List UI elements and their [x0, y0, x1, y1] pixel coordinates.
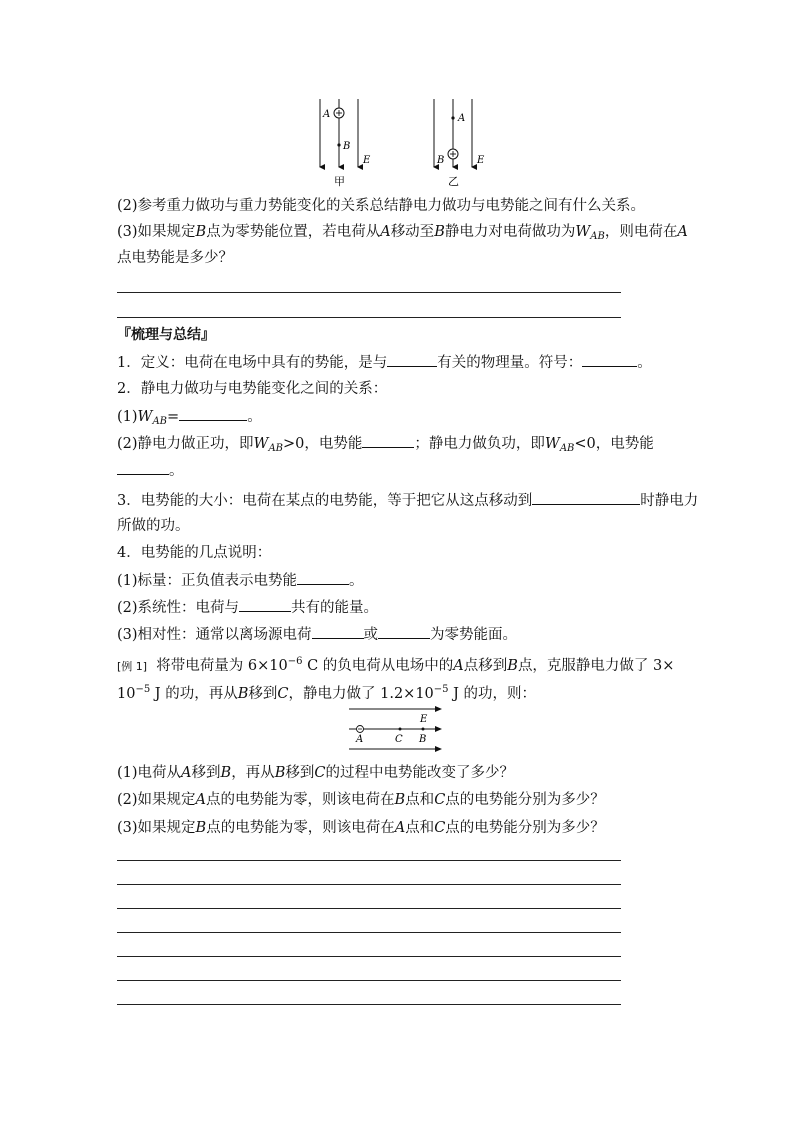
fill-blank[interactable]: [117, 460, 169, 475]
label-a: A: [458, 113, 466, 124]
answer-line[interactable]: [117, 860, 621, 861]
fill-blank[interactable]: [239, 597, 291, 612]
example-question-3: (3)如果规定B点的电势能为零，则该电荷在A点和C点的电势能分别为多少？: [117, 820, 605, 836]
field-figure-mid: [345, 703, 445, 755]
summary-item-3: 3．电势能的大小：电荷在某点的电势能，等于把它从这点移动到 时静电力: [117, 490, 682, 511]
label-b: B: [419, 734, 427, 745]
point-c-dot: [399, 728, 402, 731]
fill-blank[interactable]: [297, 570, 349, 585]
label-e: E: [420, 714, 428, 725]
example-question-2: (2)如果规定A点的电势能为零，则该电荷在B点和C点的电势能分别为多少？: [117, 792, 605, 808]
example-1: [例 1] 将带电荷量为 $6\times 10^{-6}$ C 的负电荷从电场中的A点移到B点，克服静电力做了 3×: [117, 656, 675, 674]
summary-item-4: 4．电势能的几点说明：: [117, 545, 272, 561]
label-a: A: [356, 734, 364, 745]
fill-blank[interactable]: [387, 352, 437, 367]
fill-blank[interactable]: [582, 352, 637, 367]
answer-line[interactable]: [117, 1004, 621, 1005]
summary-item-2-1: $(1)W_{AB}=$ 。: [117, 406, 677, 432]
summary-item-4-2: (2)系统性：电荷与 共有的能量。: [117, 597, 677, 618]
answer-line[interactable]: [117, 908, 621, 909]
answer-line[interactable]: [117, 292, 621, 293]
summary-item-4-1: (1)标量：正负值表示电势能 。: [117, 570, 677, 591]
label-c: C: [395, 734, 403, 745]
label-b: B: [343, 141, 351, 152]
summary-item-4-3: (3)相对性：通常以离场源电荷 或 为零势能面。: [117, 624, 677, 645]
label-e: E: [363, 155, 371, 166]
label-e: E: [477, 155, 485, 166]
summary-item-3-line2: 所做的功。: [117, 518, 190, 534]
question-3-line2: 点电势能是多少？: [117, 250, 233, 266]
answer-line[interactable]: [117, 317, 621, 318]
fill-blank[interactable]: [179, 406, 247, 421]
summary-item-2-2-line2: 。: [117, 460, 677, 481]
label-a: A: [323, 109, 331, 120]
fill-blank[interactable]: [362, 433, 414, 448]
example-1-line2: $10^{-5}$ J 的功，再从B移到C，静电力做了 $1.2\times 10^{-5}$ J 的功，则：: [117, 684, 537, 702]
answer-line[interactable]: [117, 884, 621, 885]
answer-line[interactable]: [117, 980, 621, 981]
summary-item-2-2: (2)静电力做正功，即$W_{AB}>0$，电势能 ；静电力做负功，即$W_{AB}<0$，电势能: [117, 433, 677, 459]
label-b: B: [437, 155, 445, 166]
question-3: (3)如果规定B点为零势能位置，若电荷从A移动至B静电力对电荷做功为$W_{AB}$，则电荷在A: [117, 224, 688, 242]
fill-blank[interactable]: [312, 624, 364, 639]
answer-line[interactable]: [117, 932, 621, 933]
caption-left: 甲: [334, 175, 345, 188]
caption-right: 乙: [448, 175, 459, 188]
example-question-1: (1)电荷从A移到B，再从B移到C的过程中电势能改变了多少？: [117, 765, 514, 781]
fill-blank[interactable]: [532, 490, 640, 505]
question-2: (2)参考重力做功与重力势能变化的关系总结静电力做功与电势能之间有什么关系。: [117, 198, 646, 214]
point-b-dot: [422, 728, 425, 731]
answer-line[interactable]: [117, 956, 621, 957]
fill-blank[interactable]: [378, 624, 430, 639]
summary-heading: 『梳理与总结』: [117, 327, 215, 343]
field-figure-top: [300, 95, 500, 190]
point-b-dot: [337, 143, 340, 146]
summary-item-1: 1．定义：电荷在电场中具有的势能，是与 有关的物理量。符号： 。: [117, 352, 677, 373]
point-a-dot: [451, 116, 454, 119]
summary-item-2: 2．静电力做功与电势能变化之间的关系：: [117, 381, 388, 397]
